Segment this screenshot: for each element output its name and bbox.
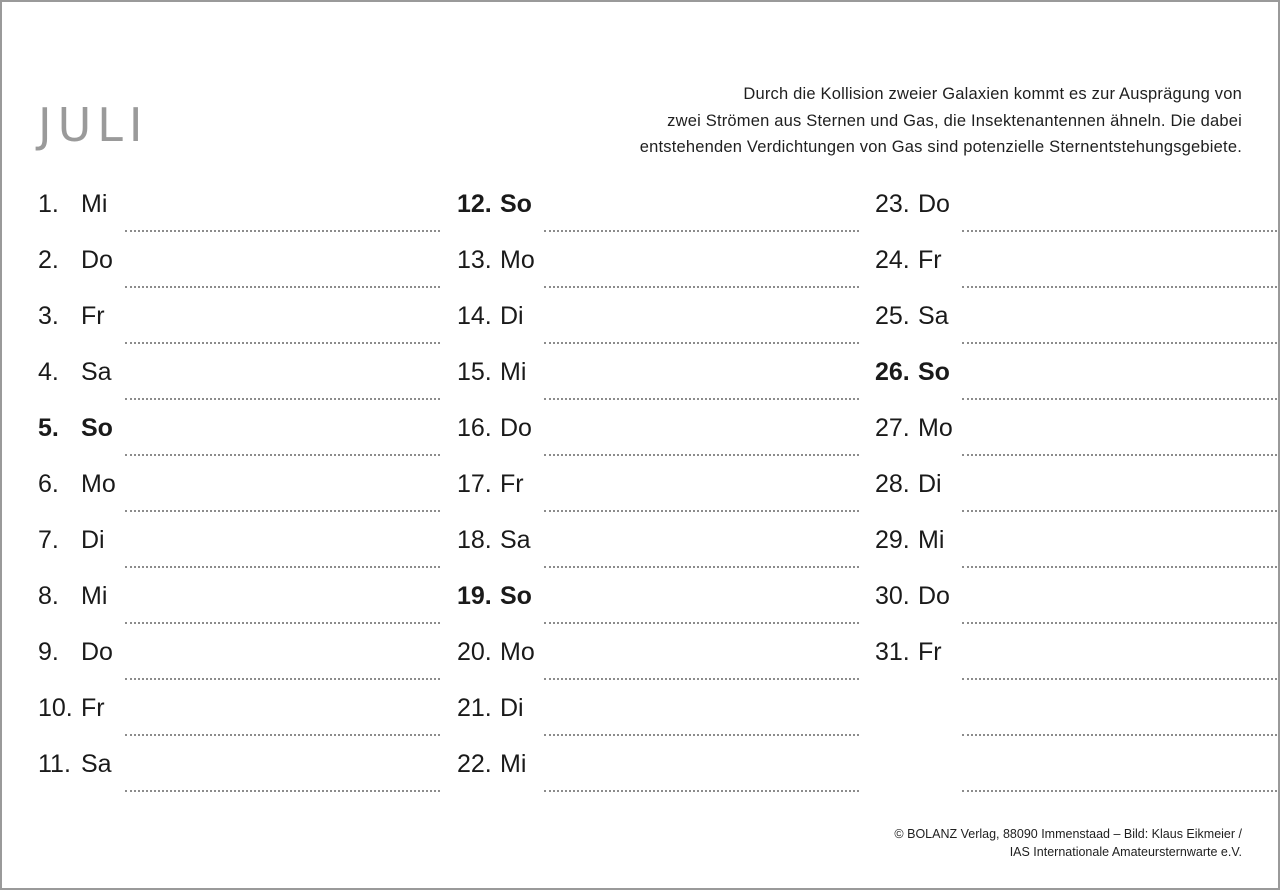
note-line[interactable] — [125, 286, 440, 288]
weekday-label: Fr — [500, 470, 524, 498]
day-row — [457, 292, 859, 348]
note-line[interactable] — [544, 566, 859, 568]
weekday-label: Mi — [500, 750, 527, 778]
note-line[interactable] — [544, 454, 859, 456]
note-line[interactable] — [125, 230, 440, 232]
weekday-label: Mo — [500, 246, 535, 274]
caption-line: Durch die Kollision zweier Galaxien kommt es zur Ausprägung von — [743, 85, 1242, 103]
day-row — [38, 236, 440, 292]
day-row — [457, 236, 859, 292]
weekday-label: Sa — [918, 302, 949, 330]
note-line[interactable] — [962, 510, 1277, 512]
day-row — [38, 628, 440, 684]
day-row — [38, 740, 440, 796]
note-line[interactable] — [125, 510, 440, 512]
copyright-footer — [894, 825, 1242, 861]
day-row — [457, 348, 859, 404]
note-line[interactable] — [962, 678, 1277, 680]
day-number: 26. — [875, 358, 910, 386]
day-number: 14. — [457, 302, 492, 330]
weekday-label: Mi — [918, 526, 945, 554]
day-number: 18. — [457, 526, 492, 554]
day-row — [457, 404, 859, 460]
month-title: JULI — [38, 98, 149, 152]
note-line[interactable] — [125, 734, 440, 736]
day-number: 11. — [38, 750, 71, 778]
day-number: 5. — [38, 414, 59, 442]
day-number: 25. — [875, 302, 910, 330]
day-row — [875, 404, 1277, 460]
day-row — [875, 572, 1277, 628]
footer-line: IAS Internationale Amateursternwarte e.V. — [1009, 845, 1242, 859]
day-row — [875, 348, 1277, 404]
day-row — [38, 572, 440, 628]
note-line[interactable] — [544, 678, 859, 680]
day-row — [38, 292, 440, 348]
day-row — [875, 180, 1277, 236]
weekday-label: So — [918, 358, 950, 386]
note-line[interactable] — [962, 566, 1277, 568]
day-row — [38, 516, 440, 572]
weekday-label: Do — [81, 638, 113, 666]
day-number: 1. — [38, 190, 59, 218]
weekday-label: Fr — [81, 302, 105, 330]
day-column-3 — [875, 180, 1277, 796]
day-number: 12. — [457, 190, 492, 218]
note-line[interactable] — [962, 230, 1277, 232]
day-number: 16. — [457, 414, 492, 442]
day-row — [457, 684, 859, 740]
day-number: 6. — [38, 470, 59, 498]
day-row — [457, 516, 859, 572]
weekday-label: Di — [500, 302, 524, 330]
day-row — [38, 180, 440, 236]
weekday-label: Fr — [918, 246, 942, 274]
day-row — [457, 460, 859, 516]
day-number: 2. — [38, 246, 59, 274]
day-row — [457, 180, 859, 236]
note-line[interactable] — [544, 230, 859, 232]
day-row — [38, 460, 440, 516]
weekday-label: Fr — [918, 638, 942, 666]
day-row — [875, 236, 1277, 292]
day-row — [38, 348, 440, 404]
note-line[interactable] — [544, 342, 859, 344]
day-number: 4. — [38, 358, 59, 386]
note-line[interactable] — [125, 678, 440, 680]
note-line[interactable] — [962, 790, 1277, 792]
weekday-label: Mo — [918, 414, 953, 442]
caption-line: zwei Strömen aus Sternen und Gas, die Insektenantennen ähneln. Die dabei — [667, 111, 1242, 130]
note-line[interactable] — [125, 566, 440, 568]
weekday-label: Sa — [81, 358, 112, 386]
footer-line: © BOLANZ Verlag, 88090 Immenstaad – Bild: Klaus Eikmeier / — [894, 827, 1242, 841]
image-caption — [542, 81, 1242, 161]
day-number: 9. — [38, 638, 59, 666]
weekday-label: So — [500, 582, 532, 610]
note-line[interactable] — [125, 622, 440, 624]
day-row — [875, 740, 1277, 796]
day-row — [457, 628, 859, 684]
note-line[interactable] — [544, 790, 859, 792]
note-line[interactable] — [544, 398, 859, 400]
day-number: 15. — [457, 358, 492, 386]
day-number: 23. — [875, 190, 910, 218]
note-line[interactable] — [544, 286, 859, 288]
day-row — [457, 572, 859, 628]
day-row — [875, 460, 1277, 516]
day-number: 8. — [38, 582, 59, 610]
day-row — [875, 684, 1277, 740]
day-row — [38, 404, 440, 460]
weekday-label: Mi — [81, 582, 108, 610]
weekday-label: Do — [918, 582, 950, 610]
day-number: 27. — [875, 414, 910, 442]
day-number: 10. — [38, 694, 73, 722]
day-row — [875, 628, 1277, 684]
weekday-label: Di — [500, 694, 524, 722]
day-number: 7. — [38, 526, 59, 554]
note-line[interactable] — [125, 342, 440, 344]
note-line[interactable] — [125, 790, 440, 792]
day-number: 19. — [457, 582, 492, 610]
weekday-label: So — [81, 414, 113, 442]
caption-line: entstehenden Verdichtungen von Gas sind potenzielle Sternentstehungsgebiete. — [639, 138, 1242, 156]
weekday-label: Do — [918, 190, 950, 218]
weekday-label: Mo — [81, 470, 116, 498]
note-line[interactable] — [544, 622, 859, 624]
day-number: 17. — [457, 470, 492, 498]
note-line[interactable] — [125, 398, 440, 400]
note-line[interactable] — [962, 734, 1277, 736]
note-line[interactable] — [962, 286, 1277, 288]
weekday-label: Fr — [81, 694, 105, 722]
weekday-label: Sa — [500, 526, 531, 554]
day-number: 30. — [875, 582, 910, 610]
weekday-label: Sa — [81, 750, 112, 778]
note-line[interactable] — [962, 342, 1277, 344]
weekday-label: Do — [81, 246, 113, 274]
weekday-label: Mo — [500, 638, 535, 666]
day-number: 31. — [875, 638, 910, 666]
day-number: 3. — [38, 302, 59, 330]
day-column-2 — [457, 180, 859, 796]
day-row — [875, 292, 1277, 348]
weekday-label: So — [500, 190, 532, 218]
day-row — [457, 740, 859, 796]
day-number: 21. — [457, 694, 492, 722]
day-row — [38, 684, 440, 740]
note-line[interactable] — [962, 622, 1277, 624]
note-line[interactable] — [544, 734, 859, 736]
day-number: 22. — [457, 750, 492, 778]
weekday-label: Di — [918, 470, 942, 498]
day-number: 24. — [875, 246, 910, 274]
day-number: 13. — [457, 246, 492, 274]
note-line[interactable] — [125, 454, 440, 456]
note-line[interactable] — [962, 454, 1277, 456]
weekday-label: Mi — [81, 190, 108, 218]
day-row — [875, 516, 1277, 572]
day-number: 20. — [457, 638, 492, 666]
day-number: 29. — [875, 526, 910, 554]
weekday-label: Mi — [500, 358, 527, 386]
day-column-1 — [38, 180, 440, 796]
weekday-label: Di — [81, 526, 105, 554]
note-line[interactable] — [962, 398, 1277, 400]
weekday-label: Do — [500, 414, 532, 442]
note-line[interactable] — [544, 510, 859, 512]
day-number: 28. — [875, 470, 910, 498]
